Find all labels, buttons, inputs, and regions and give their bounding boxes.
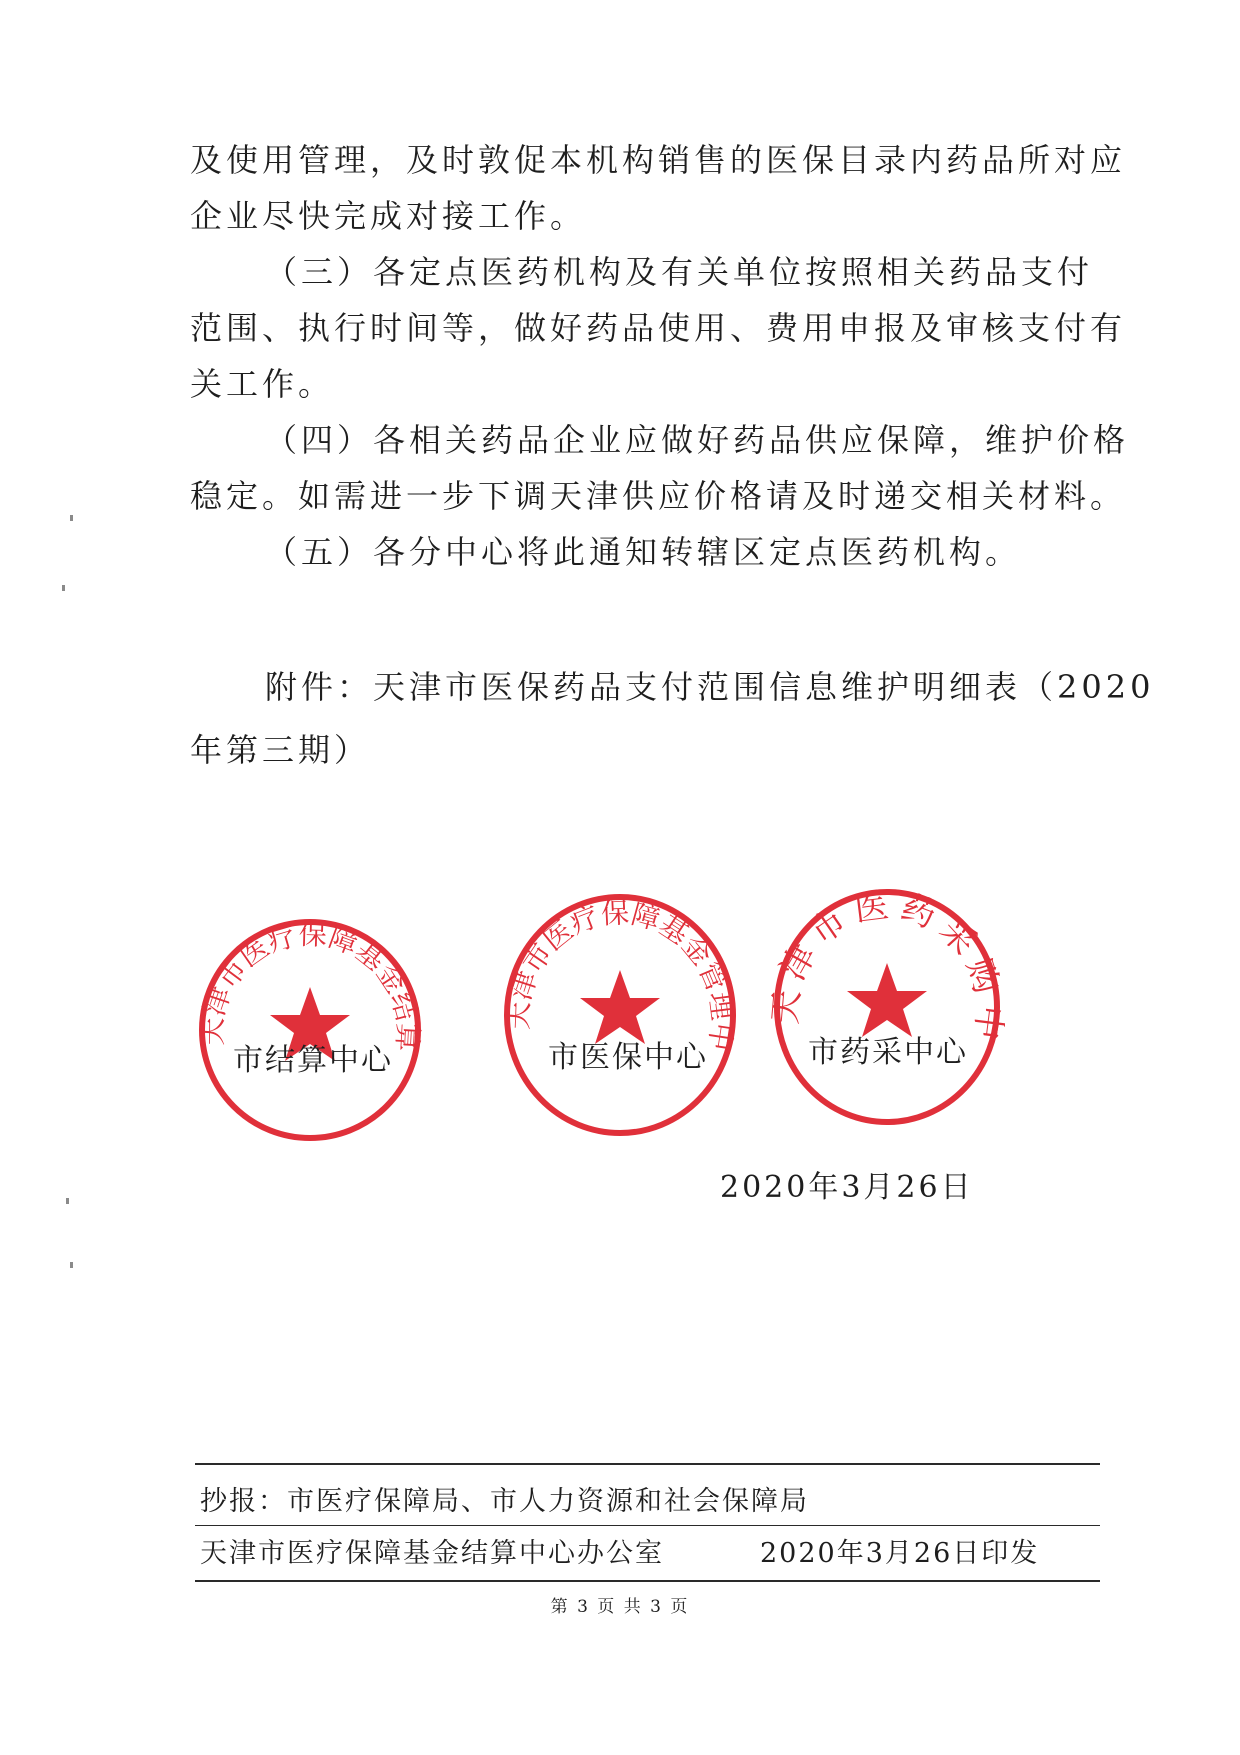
seal-settlement-center	[195, 915, 425, 1145]
seal-arc-text: 天津市医疗保障基金结算	[195, 917, 425, 1053]
body-line-1: 及使用管理，及时敦促本机构销售的医保目录内药品所对应	[190, 141, 1127, 179]
seal-stamp-icon	[770, 885, 1005, 1130]
footer-divider-top	[195, 1463, 1100, 1465]
scan-mark	[66, 1198, 69, 1204]
body-line-6: （四）各相关药品企业应做好药品供应保障，维护价格	[265, 421, 1130, 459]
page-number: 第 3 页 共 3 页	[550, 1597, 690, 1617]
cc-line: 抄报：市医疗保障局、市人力资源和社会保障局	[200, 1486, 809, 1517]
body-line-4: 范围、执行时间等，做好药品使用、费用申报及审核支付有	[190, 309, 1127, 347]
seal-stamp-icon	[195, 915, 425, 1145]
body-line-3: （三）各定点医药机构及有关单位按照相关药品支付	[265, 253, 1094, 291]
seal-label: 市药采中心	[808, 1035, 968, 1070]
seal-procurement-center	[770, 885, 1005, 1130]
seal-label: 市医保中心	[548, 1040, 708, 1075]
seal-stamp-icon	[500, 890, 740, 1140]
footer-divider-middle	[195, 1525, 1100, 1526]
attachment-line-1: 附件：天津市医保药品支付范围信息维护明细表（2020	[265, 668, 1155, 706]
issue-date: 2020年3月26日印发	[760, 1538, 1040, 1569]
scan-mark	[70, 515, 73, 521]
body-line-8: （五）各分中心将此通知转辖区定点医药机构。	[265, 533, 1022, 571]
seal-arc-text: 天津市医疗保障基金管理中	[501, 896, 739, 1054]
signature-date: 2020年3月26日	[720, 1170, 974, 1205]
svg-text:天津市医疗保障基金管理中心	[500, 890, 739, 1053]
body-line-2: 企业尽快完成对接工作。	[190, 197, 587, 235]
body-line-5: 关工作。	[190, 365, 335, 403]
attachment-line-2: 年第三期）	[190, 731, 371, 769]
body-line-7: 稳定。如需进一步下调天津供应价格请及时递交相关材料。	[190, 477, 1127, 515]
seal-insurance-center	[500, 890, 740, 1140]
scan-mark	[62, 585, 65, 591]
seal-arc-text: 津市医药采购	[772, 885, 1005, 1007]
footer-divider-bottom	[195, 1580, 1100, 1582]
seal-label: 市结算中心	[233, 1043, 393, 1078]
issuer: 天津市医疗保障基金结算中心办公室	[200, 1538, 664, 1569]
scan-mark	[70, 1262, 73, 1268]
